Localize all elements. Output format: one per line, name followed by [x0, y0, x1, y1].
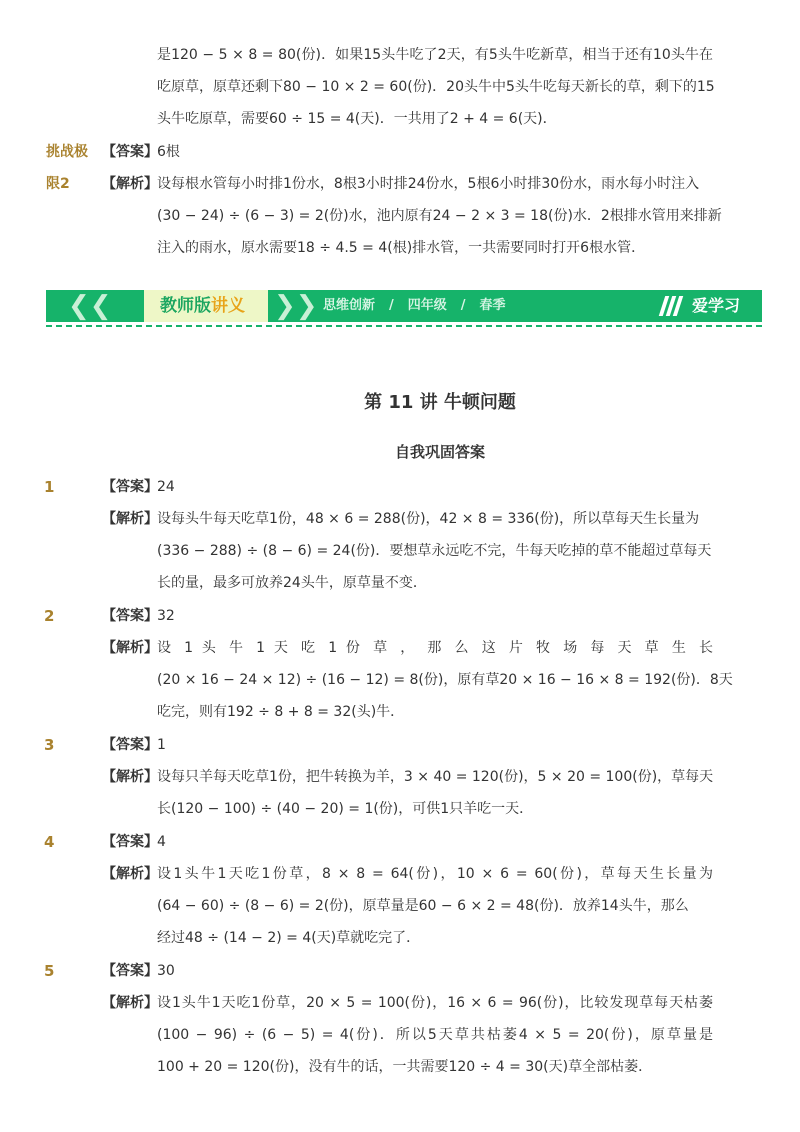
answer-value: 32: [157, 608, 175, 624]
header-banner: [46, 290, 762, 322]
answer-value: 1: [157, 737, 166, 753]
analysis-tag: 【解析】: [102, 511, 158, 527]
answer-value: 30: [157, 963, 175, 979]
subtitle-part: 四年级: [407, 298, 447, 313]
subtitle-part: 思维创新: [323, 298, 376, 313]
text-line: 设 1 头 牛 1 天 吃 1 份 草 ， 那 么 这 片 牧 场 每 天 草 生 长: [157, 640, 713, 656]
subtitle-separator: /: [389, 298, 394, 313]
logo-bars-icon: [660, 296, 686, 316]
answer-value: 6根: [157, 144, 180, 160]
analysis-tag: 【解析】: [102, 176, 158, 192]
text-line: 设每根水管每小时排1份水，8根3小时排24份水，5根6小时排30份水，雨水每小时注入: [157, 176, 700, 192]
section-title: 自我巩固答案: [394, 443, 485, 461]
text-line: 设1头牛1天吃1份草，8 × 8 = 64(份)，10 × 6 = 60(份)，草每天生长量为: [157, 866, 713, 882]
text-line: 头牛吃原草，需要60 ÷ 15 = 4(天)．一共用了2 + 4 = 6(天)．: [157, 111, 557, 127]
challenge-label: 限2: [46, 176, 70, 192]
text-line: 设每只羊每天吃草1份，把牛转换为羊，3 × 40 = 120(份)，5 × 20 = 100(份)，草每天: [157, 769, 714, 785]
subtitle-separator: /: [460, 298, 466, 313]
text-line: (100 − 96) ÷ (6 − 5) = 4(份)．所以5天草共枯萎4 × 5 = 20(份)，原草量是: [157, 1027, 713, 1043]
question-number: 5: [44, 962, 55, 980]
question-number: 3: [44, 736, 55, 754]
text-line: 设每头牛每天吃草1份，48 × 6 = 288(份)，42 × 8 = 336(份)，所以草每天生长量为: [157, 511, 700, 527]
answer-tag: 【答案】: [102, 479, 158, 495]
text-line: 设1头牛1天吃1份草，20 × 5 = 100(份)，16 × 6 = 96(份)，比较发现草每天枯萎: [157, 995, 713, 1011]
logo-text: 爱学习: [692, 296, 741, 315]
answer-tag: 【答案】: [102, 737, 158, 753]
text-line: 是120 − 5 × 8 = 80(份)．如果15头牛吃了2天，有5头牛吃新草，相当于还有10头牛在: [157, 47, 713, 63]
text-line: 经过48 ÷ (14 − 2) = 4(天)草就吃完了．: [157, 930, 421, 946]
text-line: 100 + 20 = 120(份)，没有牛的话，一共需要120 ÷ 4 = 30(天)草全部枯萎．: [157, 1059, 653, 1075]
answer-tag: 【答案】: [102, 834, 158, 850]
text-line: (20 × 16 − 24 × 12) ÷ (16 − 12) = 8(份)，原有草20 × 16 − 16 × 8 = 192(份)．8天: [157, 672, 733, 688]
analysis-tag: 【解析】: [102, 769, 158, 785]
question-number: 1: [44, 478, 55, 496]
text-line: (336 − 288) ÷ (8 − 6) = 24(份)．要想草永远吃不完，牛每天吃掉的草不能超过草每天: [157, 543, 712, 559]
challenge-label: 挑战极: [46, 144, 88, 160]
text-line: 吃原草，原草还剩下80 − 10 × 2 = 60(份)．20头牛中5头牛吃每天新长的草，剩下的15: [157, 79, 715, 95]
lecture-title: 第 11 讲 牛顿问题: [364, 392, 516, 413]
analysis-tag: 【解析】: [102, 995, 158, 1011]
answer-tag: 【答案】: [102, 144, 158, 160]
text-line: 注入的雨水，原水需要18 ÷ 4.5 = 4(根)排水管，一共需要同时打开6根水管．: [157, 240, 646, 256]
brand-logo: [660, 295, 752, 317]
chevron-right-icon: ❯❯: [274, 291, 318, 321]
answer-value: 24: [157, 479, 175, 495]
question-number: 4: [44, 833, 55, 851]
question-number: 2: [44, 607, 55, 625]
answer-tag: 【答案】: [102, 963, 158, 979]
text-line: 长(120 − 100) ÷ (40 − 20) = 1(份)，可供1只羊吃一天．: [157, 801, 534, 817]
analysis-tag: 【解析】: [102, 866, 158, 882]
banner-title-highlight: 讲义: [211, 296, 245, 316]
analysis-tag: 【解析】: [102, 640, 158, 656]
banner-title: [160, 295, 245, 317]
banner-subtitle: [316, 298, 513, 314]
text-line: (30 − 24) ÷ (6 − 3) = 2(份)水，池内原有24 − 2 × 3 = 18(份)水．2根排水管用来排新: [157, 208, 722, 224]
chevron-left-icon: ❮❮: [68, 291, 112, 321]
text-line: 长的量，最多可放养24头牛，原草量不变．: [157, 575, 427, 591]
answer-tag: 【答案】: [102, 608, 158, 624]
text-line: (64 − 60) ÷ (8 − 6) = 2(份)，原草量是60 − 6 × 2 = 48(份)．放养14头牛，那么: [157, 898, 689, 914]
text-line: 吃完，则有192 ÷ 8 + 8 = 32(头)牛．: [157, 704, 405, 720]
subtitle-part: 春季: [479, 298, 506, 313]
banner-title-part: 教师版: [160, 296, 211, 316]
banner-divider: [46, 325, 762, 327]
answer-value: 4: [157, 834, 166, 850]
